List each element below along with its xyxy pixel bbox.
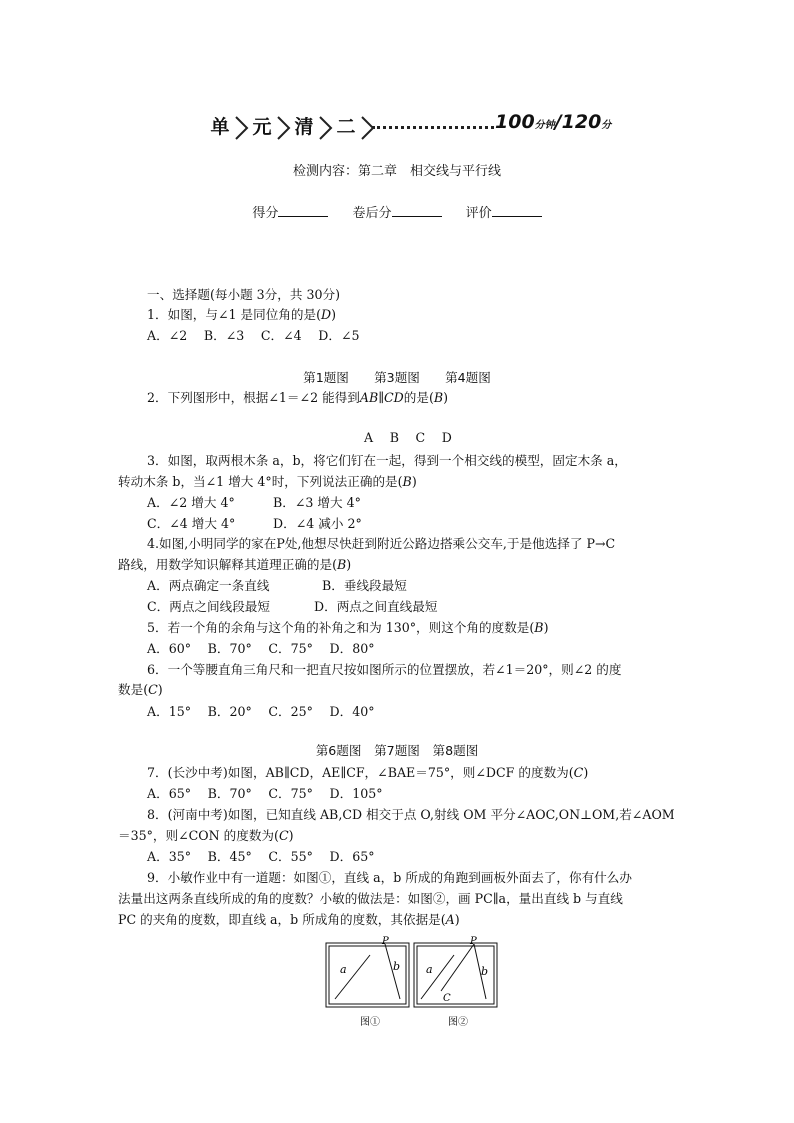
q6-answer: C xyxy=(148,682,158,697)
q9-line3 xyxy=(118,910,460,930)
q4-answer: B xyxy=(337,557,347,572)
section-title: 一、选择题(每小题 3分，共 30分) xyxy=(147,287,340,302)
q2-answer: B xyxy=(433,390,444,405)
time-score-info xyxy=(495,111,611,133)
q1-stem xyxy=(147,305,336,325)
q1-stem-text: 1．如图，与∠1 是同位角的是( xyxy=(147,307,322,322)
figure-q9 xyxy=(320,935,510,1030)
q5-close: ) xyxy=(543,620,549,635)
q9-close: ) xyxy=(454,912,460,927)
q2-stem-var: AB∥CD xyxy=(359,390,404,405)
q5-answer: B xyxy=(534,620,544,635)
q3-line2 xyxy=(118,472,417,492)
q2-stem-text: 2．下列图形中，根据∠1＝∠2 能得到 xyxy=(147,390,360,405)
q1-close: ) xyxy=(331,307,337,322)
q3-option-a: A．∠2 增大 4° xyxy=(147,495,235,510)
q6-line2 xyxy=(118,680,163,700)
q3-close: ) xyxy=(411,474,417,489)
q4-option-c: C．两点之间线段最短 xyxy=(147,599,270,614)
q5-options: A．60° B．70° C．75° D．80° xyxy=(147,641,375,656)
header-char-2: 元 xyxy=(252,116,272,138)
score-blank xyxy=(278,204,328,217)
q4-option-d: D．两点之间直线最短 xyxy=(314,599,438,614)
q2-close: ) xyxy=(443,390,449,405)
q6-line1: 6．一个等腰直角三角尺和一把直尺按如图所示的位置摆放，若∠1＝20°，则∠2 的度 xyxy=(147,662,622,677)
q1-answer: D xyxy=(321,307,332,322)
fig2-label-p: P xyxy=(470,936,477,947)
q4-option-b: B．垂线段最短 xyxy=(322,578,407,593)
fig1-label-b: b xyxy=(393,960,401,973)
q3-line2-text: 转动木条 b，当∠1 增大 4°时，下列说法正确的是( xyxy=(118,474,403,489)
q3-option-c: C．∠4 增大 4° xyxy=(147,516,236,531)
q4-line1: 4.如图,小明同学的家在P处,他想尽快赶到附近公路边搭乘公交车,于是他选择了 P→C xyxy=(147,536,616,551)
q9-line1: 9．小敏作业中有一道题：如图①，直线 a，b 所成的角跑到画板外面去了，你有什么办 xyxy=(147,870,632,885)
points-value: 120 xyxy=(561,111,602,133)
q7-answer: C xyxy=(573,765,584,780)
subtitle: 检测内容：第二章 相交线与平行线 xyxy=(292,164,501,179)
q3-option-d: D．∠4 减小 2° xyxy=(273,516,362,531)
q7-options: A．65° B．70° C．75° D．105° xyxy=(147,786,383,801)
q4-option-a: A．两点确定一条直线 xyxy=(147,578,270,593)
q8-answer: C xyxy=(278,828,289,843)
time-value: 100 xyxy=(495,111,535,133)
time-unit: 分钟 xyxy=(534,120,555,131)
q7-stem xyxy=(147,763,588,783)
fig1-label-p: P xyxy=(382,936,389,947)
q5-stem-text: 5．若一个角的余角与这个角的补角之和为 130°，则这个角的度数是( xyxy=(147,620,535,635)
eval-blank xyxy=(492,204,542,217)
q9-line3-text: PC 的夹角的度数，即直线 a，b 所成角的度数，其依据是( xyxy=(118,912,446,927)
fig1-label-a: a xyxy=(340,963,347,976)
q8-line1: 8．(河南中考)如图，已知直线 AB,CD 相交于点 O,射线 OM 平分∠AOC,ON⊥OM,若∠AOM xyxy=(147,807,675,822)
after-score-blank xyxy=(392,204,442,217)
q6-close: ) xyxy=(157,682,163,697)
board-figure-1 xyxy=(326,936,409,1007)
fig2-label-a: a xyxy=(426,963,433,976)
fig2-label-b: b xyxy=(481,965,489,978)
fig1-caption: 图① xyxy=(360,1017,380,1028)
score-fill-line xyxy=(0,202,794,221)
header-char-3: 清 xyxy=(294,116,314,138)
figure-captions-1: 第1题图 第3题图 第4题图 xyxy=(303,370,491,385)
q7-close: ) xyxy=(583,765,589,780)
q6-line2-text: 数是( xyxy=(118,682,149,697)
q8-close: ) xyxy=(288,828,294,843)
score-label: 得分 xyxy=(252,206,279,221)
q1-options: A．∠2 B．∠3 C．∠4 D．∠5 xyxy=(147,328,360,343)
score-separator: / xyxy=(554,111,562,133)
q4-close: ) xyxy=(346,557,352,572)
q6-options: A．15° B．20° C．25° D．40° xyxy=(147,704,375,719)
q8-line2 xyxy=(118,826,294,846)
q3-option-b: B．∠3 增大 4° xyxy=(273,495,361,510)
points-unit: 分 xyxy=(601,120,612,131)
after-score-label: 卷后分 xyxy=(352,206,392,221)
q2-choice-letters: A B C D xyxy=(364,430,452,445)
fig2-caption: 图② xyxy=(448,1017,468,1028)
fig2-label-c: C xyxy=(443,993,451,1004)
q9-answer: A xyxy=(445,912,455,927)
q3-answer: B xyxy=(402,474,412,489)
q3-line1: 3．如图，取两根木条 a，b，将它们钉在一起，得到一个相交线的模型，固定木条 a， xyxy=(147,453,627,468)
header-char-1: 单 xyxy=(210,116,230,138)
board-figure-2 xyxy=(414,936,497,1007)
q4-line2-text: 路线，用数学知识解释其道理正确的是( xyxy=(118,557,338,572)
q8-options: A．35° B．45° C．55° D．65° xyxy=(147,849,375,864)
eval-label: 评价 xyxy=(465,206,492,221)
unit-header xyxy=(200,111,620,147)
q5-stem xyxy=(147,618,548,638)
q2-stem-text-b: 的是( xyxy=(403,390,434,405)
header-char-4: 二 xyxy=(336,116,356,138)
q4-line2 xyxy=(118,555,351,575)
q2-stem xyxy=(147,388,448,408)
figure-captions-2: 第6题图 第7题图 第8题图 xyxy=(315,743,479,758)
line-a xyxy=(335,955,370,999)
q7-stem-text: 7．(长沙中考)如图，AB∥CD，AE∥CF，∠BAE＝75°，则∠DCF 的度数为( xyxy=(147,765,574,780)
line-pc xyxy=(441,944,474,991)
dotted-leader xyxy=(372,118,494,129)
q8-line2-text: ＝35°，则∠CON 的度数为( xyxy=(118,828,279,843)
q9-line2: 法量出这两条直线所成的角的度数？小敏的做法是：如图②，画 PC∥a，量出直线 b 与直线 xyxy=(118,891,623,906)
